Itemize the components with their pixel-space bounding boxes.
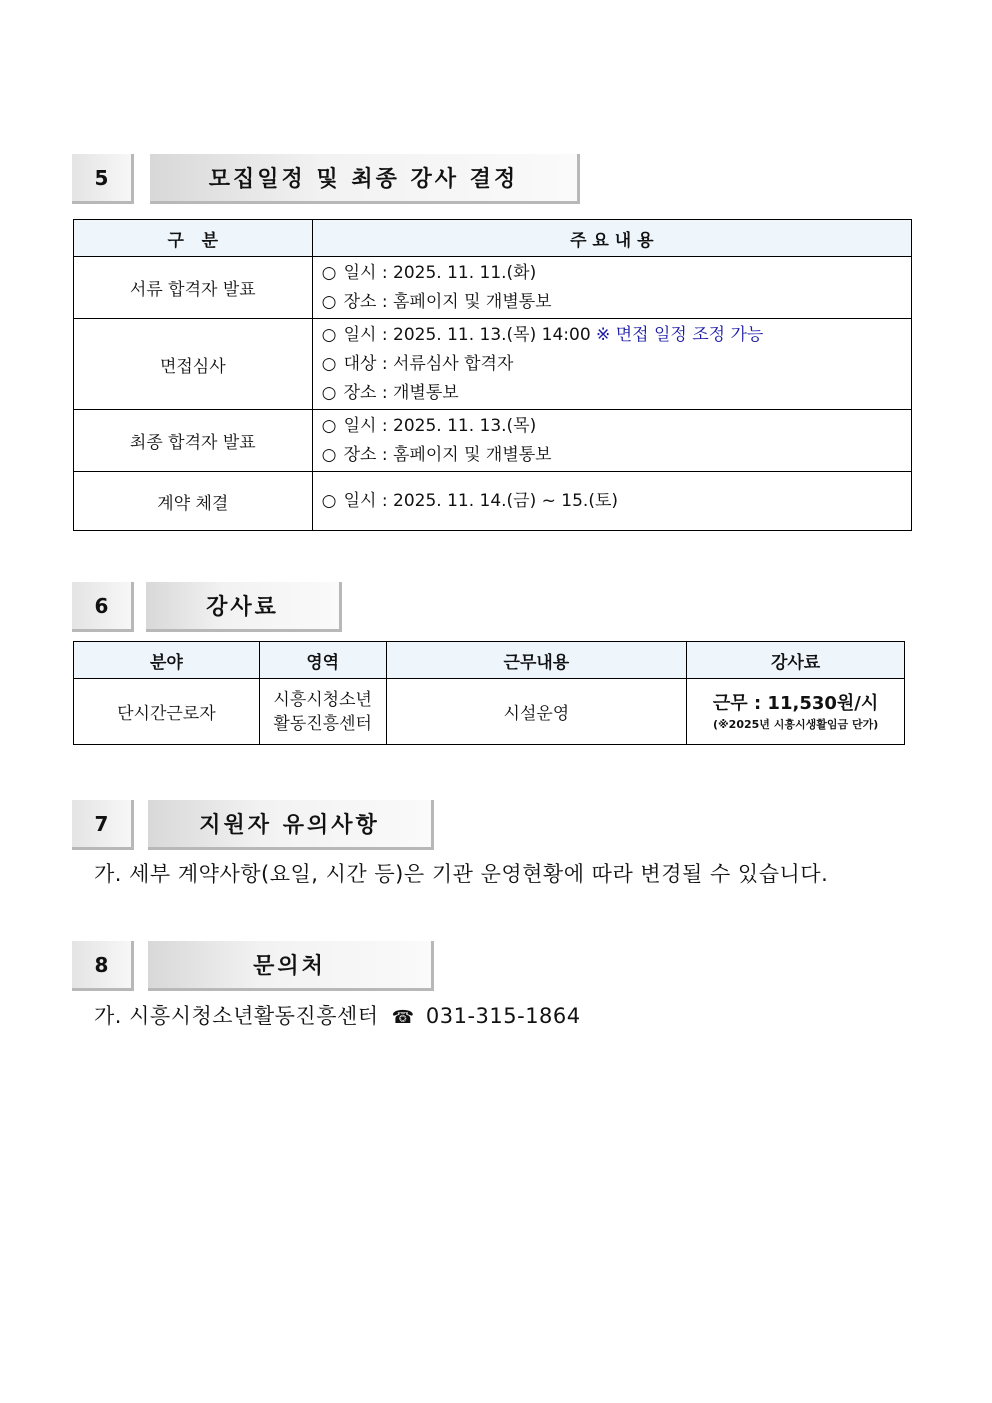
section-title: 문의처	[148, 941, 434, 991]
table-header-row	[74, 220, 912, 257]
fee-amount: 근무 : 11,530원/시	[712, 692, 879, 714]
fee-table	[73, 641, 905, 745]
cell-fee	[687, 679, 905, 745]
circle-icon: ○	[321, 444, 337, 465]
section-5-header	[72, 154, 580, 208]
header-content: 주 요 내 용	[312, 220, 911, 257]
section-8-header	[72, 941, 434, 995]
section-number: 7	[72, 800, 134, 850]
line-text: 일시 : 2025. 11. 11.(화)	[343, 262, 537, 283]
line-text: 장소 : 홈페이지 및 개별통보	[343, 291, 552, 312]
table-row	[74, 319, 912, 410]
content-line	[322, 350, 911, 379]
row-content	[312, 410, 911, 472]
circle-icon: ○	[321, 353, 337, 374]
notice-text: 가. 세부 계약사항(요일, 시간 등)은 기관 운영현황에 따라 변경될 수 있습니다.	[94, 862, 829, 886]
header-work: 근무내용	[386, 642, 687, 679]
table-row	[74, 257, 912, 319]
content-line	[322, 412, 911, 441]
section-number: 6	[72, 582, 134, 632]
circle-icon: ○	[321, 490, 337, 511]
section-title: 모집일정 및 최종 강사 결정	[150, 154, 580, 204]
section-title: 강사료	[146, 582, 342, 632]
line-text: 장소 : 홈페이지 및 개별통보	[343, 444, 552, 465]
row-content	[312, 257, 911, 319]
circle-icon: ○	[321, 262, 337, 283]
circle-icon: ○	[321, 415, 337, 436]
content-line	[322, 288, 911, 317]
content-line	[322, 441, 911, 470]
fee-note: (※2025년 시흥시생활임금 단가)	[712, 717, 879, 731]
area-line-2: 활동진흥센터	[273, 713, 372, 734]
section-number: 8	[72, 941, 134, 991]
content-line	[322, 259, 911, 288]
line-text: 일시 : 2025. 11. 13.(목)	[343, 415, 537, 436]
schedule-note: ※ 면접 일정 조정 가능	[596, 324, 764, 345]
line-text: 일시 : 2025. 11. 13.(목) 14:00	[343, 324, 597, 345]
header-area: 영역	[259, 642, 386, 679]
section-7-header	[72, 800, 434, 854]
header-field: 분야	[74, 642, 260, 679]
content-line	[322, 321, 911, 350]
content-line	[322, 379, 911, 408]
circle-icon: ○	[321, 324, 337, 345]
row-content	[312, 319, 911, 410]
table-row	[74, 472, 912, 531]
row-category: 계약 체결	[74, 472, 313, 531]
line-text: 대상 : 서류심사 합격자	[343, 353, 514, 374]
phone-number: 031-315-1864	[425, 1004, 581, 1028]
contact-text: 가. 시흥시청소년활동진흥센터	[94, 1004, 379, 1028]
line-text: 장소 : 개별통보	[343, 382, 459, 403]
header-category: 구 분	[74, 220, 313, 257]
content-line	[322, 487, 911, 516]
section-number: 5	[72, 154, 134, 204]
row-category: 면접심사	[74, 319, 313, 410]
circle-icon: ○	[321, 291, 337, 312]
row-category: 최종 합격자 발표	[74, 410, 313, 472]
schedule-table	[73, 219, 912, 531]
cell-work: 시설운영	[386, 679, 687, 745]
phone-icon: ☎	[391, 1007, 415, 1028]
section-6-header	[72, 582, 342, 636]
line-text: 일시 : 2025. 11. 14.(금) ~ 15.(토)	[343, 490, 619, 511]
cell-area	[259, 679, 386, 745]
circle-icon: ○	[321, 382, 337, 403]
row-category: 서류 합격자 발표	[74, 257, 313, 319]
table-header-row	[74, 642, 905, 679]
area-line-1: 시흥시청소년	[273, 689, 372, 710]
row-content	[312, 472, 911, 531]
table-row	[74, 679, 905, 745]
cell-field: 단시간근로자	[74, 679, 260, 745]
contact-line	[94, 1000, 581, 1030]
table-row	[74, 410, 912, 472]
section-title: 지원자 유의사항	[148, 800, 434, 850]
header-fee: 강사료	[687, 642, 905, 679]
